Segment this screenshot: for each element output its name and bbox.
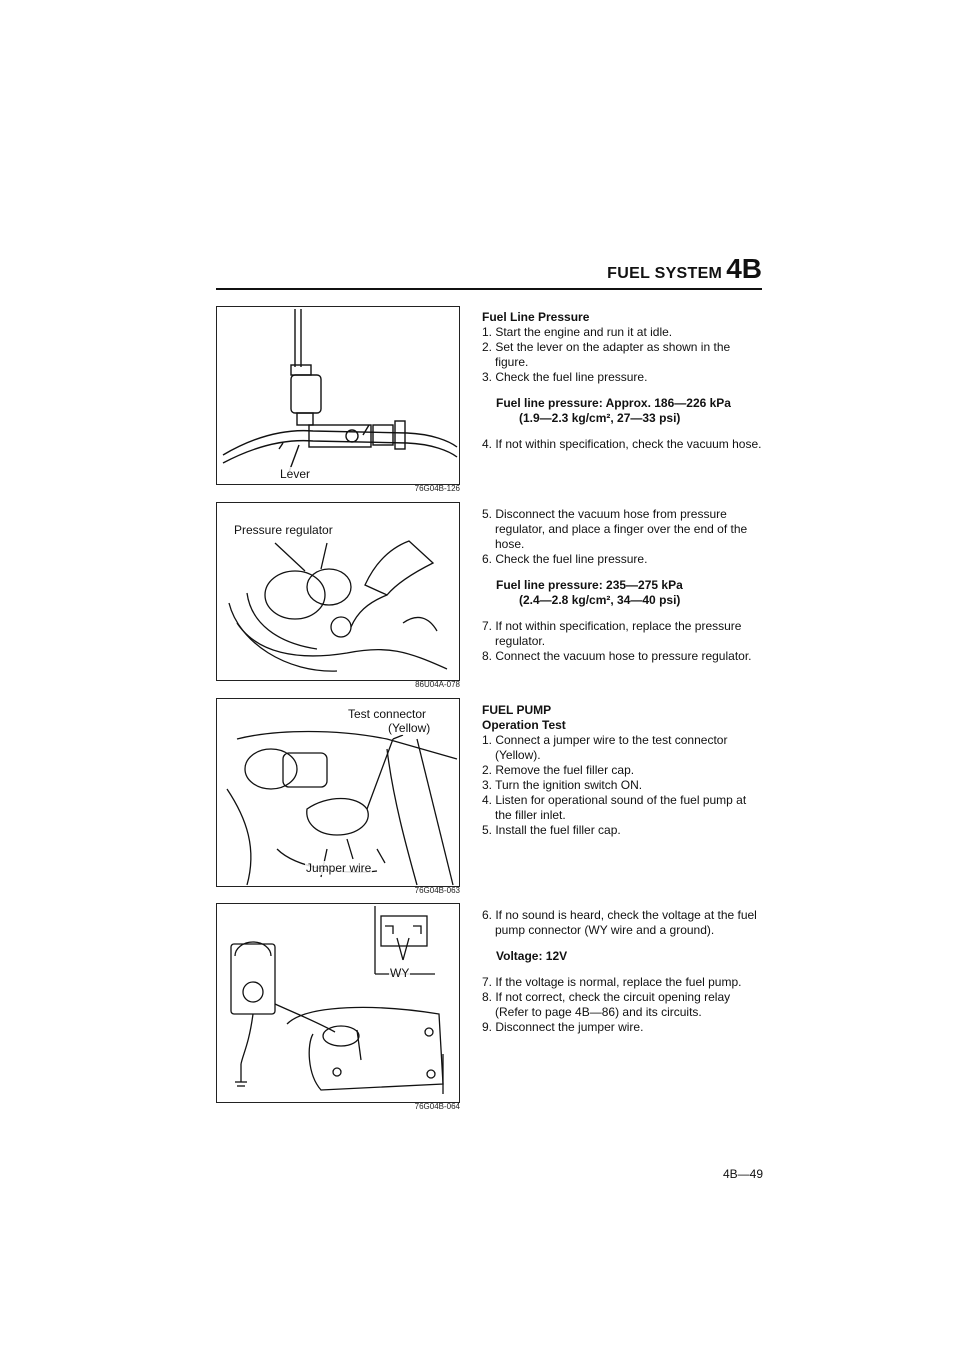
section-pressure-regulator-check	[482, 507, 764, 664]
step-item: 7. If not within specification, replace the pressure regulator.	[482, 619, 742, 648]
steps-list	[482, 908, 764, 938]
step-item: 2. Set the lever on the adapter as shown in the figure.	[482, 340, 731, 369]
step-item: 3. Check the fuel line pressure.	[482, 370, 648, 384]
figure-label-pressure-regulator: Pressure regulator	[234, 523, 333, 537]
figure-id: 76G04B-064	[414, 1102, 460, 1111]
spec-line: (1.9—2.3 kg/cm², 27—33 psi)	[519, 411, 681, 425]
step-item: 4. Listen for operational sound of the fuel pump at the filler inlet.	[482, 793, 747, 822]
figure-voltage-check	[216, 903, 460, 1103]
figure-id: 86U04A-078	[415, 680, 460, 689]
step-item: 8. If not correct, check the circuit opening relay (Refer to page 4B—86) and its circuits.	[482, 990, 731, 1019]
step-item: 9. Disconnect the jumper wire.	[482, 1020, 644, 1034]
step-item: 6. If no sound is heard, check the voltage at the fuel pump connector (WY wire and a ground).	[482, 908, 757, 937]
steps-list	[482, 507, 764, 567]
spec-line: Fuel line pressure: 235—275 kPa	[496, 578, 683, 592]
figure-label-test-connector: Test connector	[348, 707, 427, 721]
figure-label-yellow: (Yellow)	[388, 721, 431, 735]
step-item: 6. Check the fuel line pressure.	[482, 552, 648, 566]
spec-block	[496, 396, 764, 426]
section-heading: FUEL PUMP	[482, 703, 552, 717]
section-heading: Fuel Line Pressure	[482, 310, 590, 324]
figure-label-wy: WY	[390, 966, 410, 980]
step-item: 7. If the voltage is normal, replace the fuel pump.	[482, 975, 742, 989]
figure-label-lever: Lever	[280, 467, 311, 481]
step-item: 2. Remove the fuel filler cap.	[482, 763, 635, 777]
figure-id: 76G04B-126	[414, 484, 460, 493]
section-fuel-line-pressure	[482, 310, 764, 452]
figure-label-jumper-wire: Jumper wire	[306, 861, 372, 875]
spec-block	[496, 949, 764, 964]
steps-list	[482, 619, 764, 664]
steps-list	[482, 733, 764, 838]
step-item: 8. Connect the vacuum hose to pressure regulator.	[482, 649, 752, 663]
step-item: 5. Install the fuel filler cap.	[482, 823, 621, 837]
section-voltage-check	[482, 908, 764, 1035]
figure-pressure-regulator	[216, 502, 460, 681]
section-subheading: Operation Test	[482, 718, 566, 732]
steps-list	[482, 975, 764, 1035]
step-item: 1. Start the engine and run it at idle.	[482, 325, 673, 339]
page-number: 4B—49	[722, 1167, 763, 1181]
step-item: 3. Turn the ignition switch ON.	[482, 778, 643, 792]
step-item: 4. If not within specification, check the vacuum hose.	[482, 437, 762, 451]
section-fuel-pump	[482, 703, 764, 838]
steps-list	[482, 437, 764, 452]
page-header	[216, 252, 762, 290]
step-item: 1. Connect a jumper wire to the test connector (Yellow).	[482, 733, 728, 762]
spec-line: (2.4—2.8 kg/cm², 34—40 psi)	[519, 593, 681, 607]
voltmeter-connector-illustration	[217, 904, 459, 1102]
step-item: 5. Disconnect the vacuum hose from pressure regulator, and place a finger over the end of the hose.	[482, 507, 748, 551]
spec-block	[496, 578, 764, 608]
figure-id: 76G04B-063	[414, 886, 460, 895]
figure-fuel-pressure-gauge-lever	[216, 306, 460, 485]
steps-list	[482, 325, 764, 385]
spec-line: Voltage: 12V	[496, 949, 568, 963]
spec-line: Fuel line pressure: Approx. 186—226 kPa	[496, 396, 731, 410]
chapter-number: 4B	[726, 253, 762, 284]
section-title: FUEL SYSTEM	[607, 265, 723, 282]
figure-test-connector	[216, 698, 460, 887]
gauge-adapter-illustration	[217, 307, 459, 484]
